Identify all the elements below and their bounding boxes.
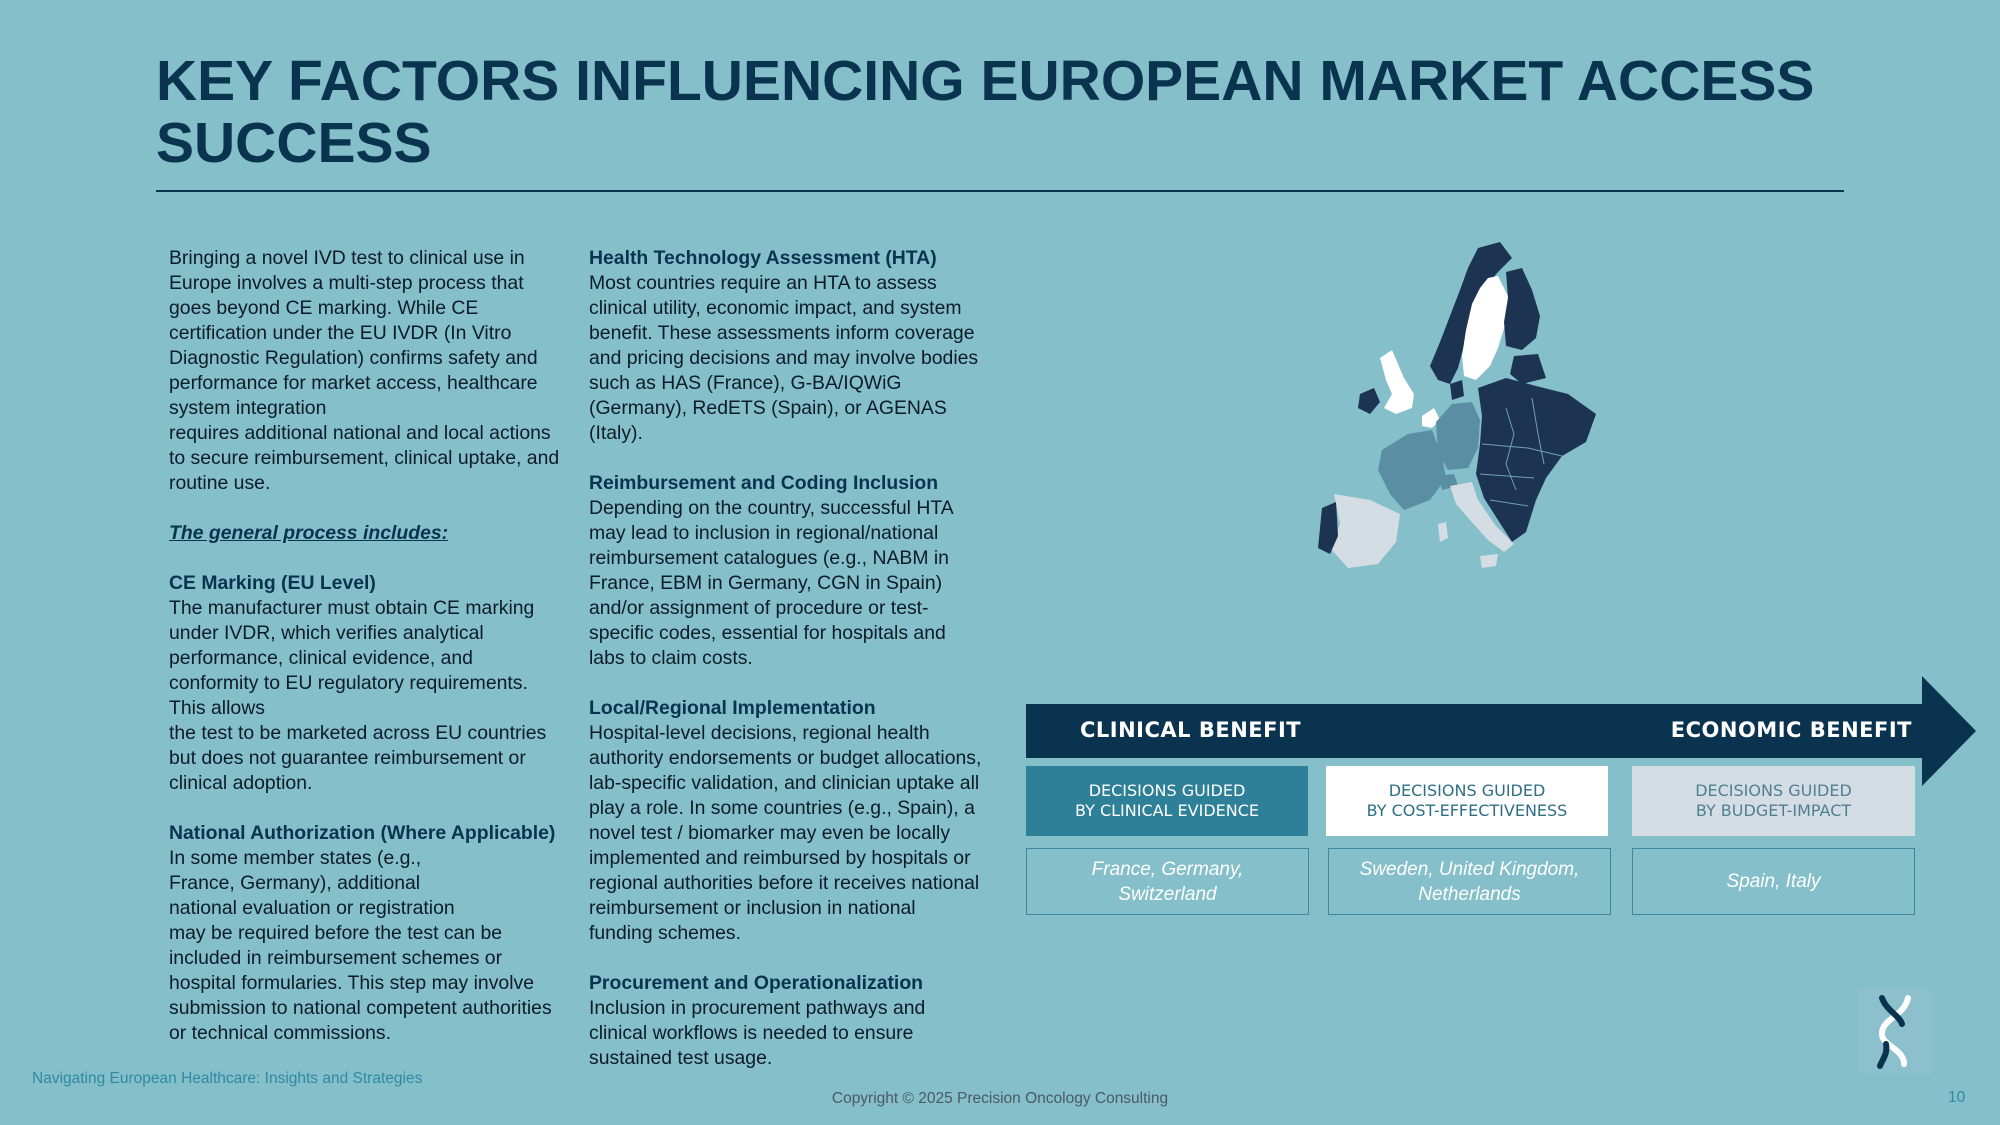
decision-box-line: BY CLINICAL EVIDENCE <box>1074 801 1260 820</box>
national-authorization-line: national evaluation or registration <box>169 897 455 919</box>
reimbursement-line: and/or assignment of procedure or test- <box>589 597 929 619</box>
procurement-line: sustained test usage. <box>589 1047 773 1069</box>
map-france <box>1378 430 1446 510</box>
map-sicily <box>1480 554 1498 568</box>
countries-box-budget <box>1632 848 1915 915</box>
reimbursement-line: specific codes, essential for hospitals and <box>589 622 946 644</box>
country-line: France, Germany, <box>1091 858 1244 880</box>
map-eastern-europe <box>1476 378 1596 542</box>
ce-marking-heading: CE Marking (EU Level) <box>169 572 376 594</box>
intro-line: requires additional national and local actions <box>169 422 551 444</box>
map-finland <box>1504 268 1540 350</box>
footer-deck-title: Navigating European Healthcare: Insights and Strategies <box>32 1070 423 1087</box>
footer-copyright: Copyright © 2025 Precision Oncology Consulting <box>831 1090 1169 1107</box>
national-authorization-line: hospital formularies. This step may involve <box>169 972 534 994</box>
local-implementation-line: novel test / biomarker may even be locally <box>589 822 951 844</box>
countries-box-cost <box>1328 848 1611 915</box>
clinical-benefit-label: CLINICAL BENEFIT <box>1080 718 1302 742</box>
reimbursement-heading: Reimbursement and Coding Inclusion <box>589 472 939 494</box>
reimbursement-line: labs to claim costs. <box>589 647 753 669</box>
local-implementation-line: authority endorsements or budget allocations, <box>589 747 982 769</box>
hta-line: such as HAS (France), G-BA/IQWiG <box>589 372 902 394</box>
intro-line: Europe involves a multi-step process that <box>169 272 524 294</box>
national-authorization-line: submission to national competent authorities <box>169 997 552 1019</box>
local-implementation-line: regional authorities before it receives national <box>589 872 980 894</box>
intro-line: system integration <box>169 397 327 419</box>
intro-line: to secure reimbursement, clinical uptake, and <box>169 447 560 469</box>
middle-text-column <box>589 246 1015 1071</box>
decision-box-line: DECISIONS GUIDED <box>1695 781 1852 800</box>
ce-marking-line: the test to be marketed across EU countries <box>169 722 547 744</box>
ce-marking-line: performance, clinical evidence, and <box>169 647 473 669</box>
procurement-line: clinical workflows is needed to ensure <box>589 1022 914 1044</box>
national-authorization-line: In some member states (e.g., <box>169 847 422 869</box>
europe-map-icon <box>1300 238 1640 578</box>
local-implementation-line: implemented and reimbursed by hospitals or <box>589 847 971 869</box>
left-text-column <box>169 246 589 1046</box>
hta-line: benefit. These assessments inform coverage <box>589 322 975 344</box>
ce-marking-line: clinical adoption. <box>169 772 313 794</box>
page-number: 10 <box>1948 1089 1966 1106</box>
map-ireland <box>1358 388 1380 414</box>
national-authorization-line: France, Germany), additional <box>169 872 421 894</box>
procurement-line: Inclusion in procurement pathways and <box>589 997 926 1019</box>
country-line: Sweden, United Kingdom, <box>1359 858 1580 880</box>
hta-line: (Italy). <box>589 422 643 444</box>
intro-line: performance for market access, healthcare <box>169 372 538 394</box>
decision-box-line: DECISIONS GUIDED <box>1388 781 1546 800</box>
ce-marking-line: This allows <box>169 697 265 719</box>
reimbursement-line: Depending on the country, successful HTA <box>589 497 954 519</box>
intro-line: Bringing a novel IVD test to clinical use in <box>169 247 525 269</box>
title-divider <box>156 190 1844 192</box>
page-title: KEY FACTORS INFLUENCING EUROPEAN MARKET ACCESS SUCCESS <box>156 49 1815 175</box>
map-baltics <box>1510 354 1546 384</box>
countries-box-clinical <box>1026 848 1309 915</box>
decision-box-clinical-evidence <box>1026 766 1308 836</box>
intro-line: certification under the EU IVDR (In Vitro <box>169 322 512 344</box>
ce-marking-line: but does not guarantee reimbursement or <box>169 747 526 769</box>
map-sardinia <box>1438 522 1448 542</box>
procurement-heading: Procurement and Operationalization <box>589 972 924 994</box>
local-implementation-line: Hospital-level decisions, regional health <box>589 722 930 744</box>
decision-box-line: BY BUDGET-IMPACT <box>1695 801 1852 820</box>
reimbursement-line: France, EBM in Germany, CGN in Spain) <box>589 572 943 594</box>
reimbursement-line: may lead to inclusion in regional/national <box>589 522 939 544</box>
local-implementation-line: lab-specific validation, and clinician uptake all <box>589 772 980 794</box>
intro-line: goes beyond CE marking. While CE <box>169 297 479 319</box>
intro-line: Diagnostic Regulation) confirms safety and <box>169 347 538 369</box>
hta-line: and pricing decisions and may involve bodies <box>589 347 979 369</box>
economic-benefit-label: ECONOMIC BENEFIT <box>1670 718 1912 742</box>
hta-heading: Health Technology Assessment (HTA) <box>589 247 937 269</box>
country-line: Spain, Italy <box>1726 871 1821 892</box>
country-line: Netherlands <box>1418 883 1521 905</box>
map-spain <box>1330 494 1400 568</box>
local-implementation-heading: Local/Regional Implementation <box>589 697 876 719</box>
hta-line: (Germany), RedETS (Spain), or AGENAS <box>589 397 947 419</box>
hta-line: clinical utility, economic impact, and system <box>589 297 962 319</box>
process-heading: The general process includes: <box>169 522 449 544</box>
national-authorization-line: included in reimbursement schemes or <box>169 947 503 969</box>
ce-marking-line: conformity to EU regulatory requirements. <box>169 672 528 694</box>
decision-box-cost-effectiveness <box>1326 766 1608 836</box>
map-uk <box>1380 350 1414 414</box>
decision-box-budget-impact <box>1632 766 1915 836</box>
local-implementation-line: reimbursement or inclusion in national <box>589 897 916 919</box>
decision-box-line: DECISIONS GUIDED <box>1088 781 1246 800</box>
ce-marking-line: The manufacturer must obtain CE marking <box>169 597 535 619</box>
map-denmark <box>1450 380 1464 400</box>
country-line: Switzerland <box>1118 883 1217 905</box>
intro-line: routine use. <box>169 472 271 494</box>
hta-line: Most countries require an HTA to assess <box>589 272 937 294</box>
national-authorization-heading: National Authorization (Where Applicable) <box>169 822 556 844</box>
ce-marking-line: under IVDR, which verifies analytical <box>169 622 484 644</box>
local-implementation-line: funding schemes. <box>589 922 741 944</box>
local-implementation-line: play a role. In some countries (e.g., Spain), a <box>589 797 975 819</box>
dna-helix-logo-icon <box>1858 988 1932 1074</box>
reimbursement-line: reimbursement catalogues (e.g., NABM in <box>589 547 949 569</box>
national-authorization-line: or technical commissions. <box>169 1022 391 1044</box>
national-authorization-line: may be required before the test can be <box>169 922 503 944</box>
decision-box-line: BY COST-EFFECTIVENESS <box>1366 801 1568 820</box>
